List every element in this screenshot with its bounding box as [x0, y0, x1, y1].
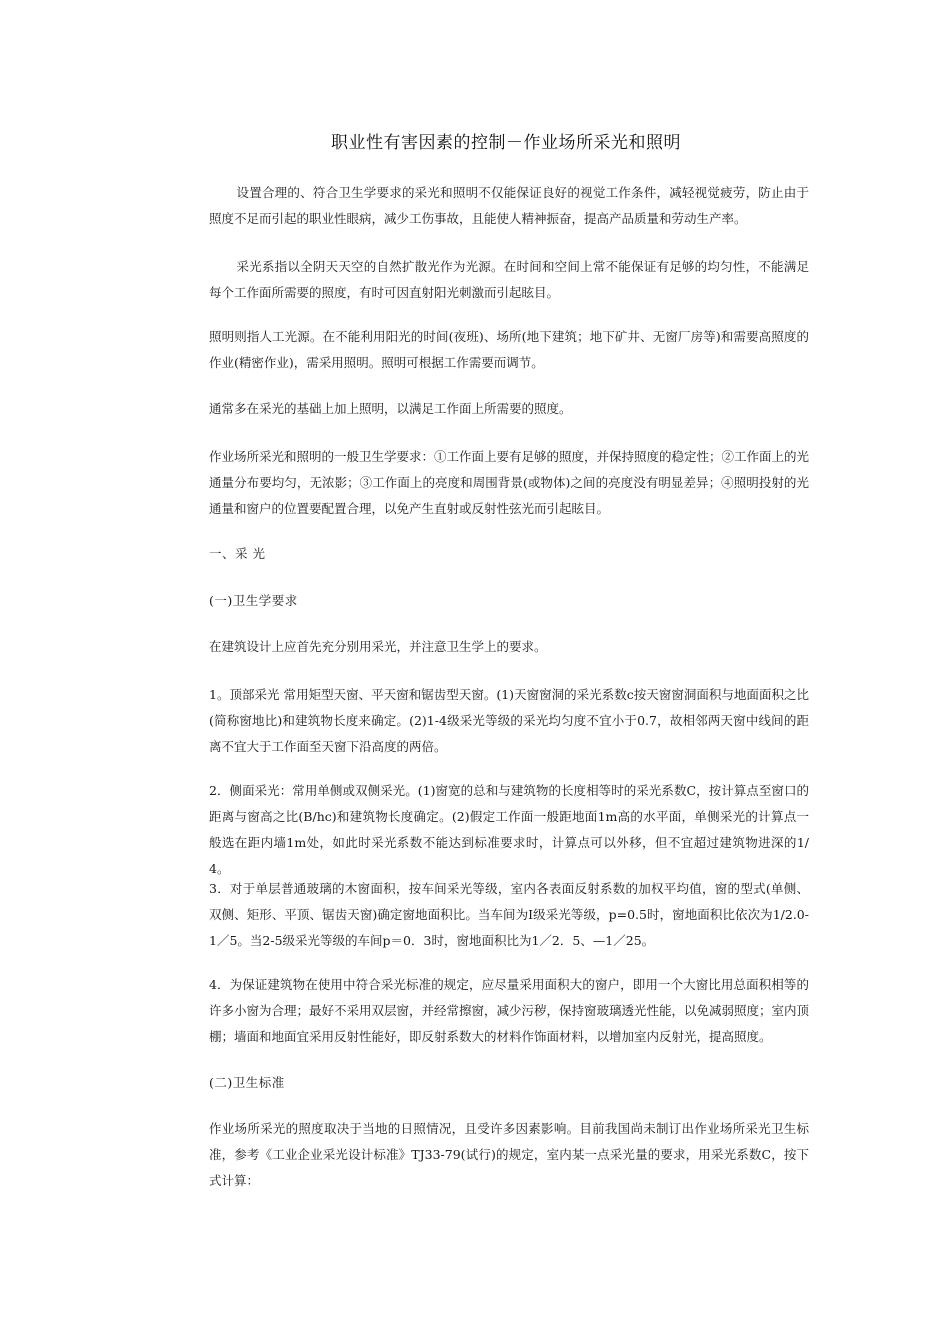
- paragraph-building-design: 在建筑设计上应首先充分别用采光，并注意卫生学上的要求。: [209, 639, 547, 654]
- paragraph-lighting-definition: 照明则指人工光源。在不能利用阳光的时间(夜班)、场所(地下建筑；地下矿井、无窗厂房等)和需要高照度的作业(精密作业)，需采用照明。照明可根据工作需要而调节。: [209, 329, 809, 370]
- paragraph-intro: 设置合理的、符合卫生学要求的采光和照明不仅能保证良好的视觉工作条件，减轻视觉疲劳，防止由于照度不足而引起的职业性眼病，减少工伤事故，且能使人精神振奋，提高产品质量和劳动生产率。: [209, 185, 809, 226]
- paragraph-top-lighting: 1。顶部采光 常用矩型天窗、平天窗和锯齿型天窗。(1)天窗窗洞的采光系数c按天窗窗洞面积与地面面积之比(简称窗地比)和建筑物长度来确定。(2)1-4级采光等级的采光均匀度不宜小于0.7，故相邻两天窗中线间的距离不宜大于工作面至天窗下沿高度的两倍。: [209, 687, 809, 754]
- paragraph-window-area-ratio: 3．对于单层普通玻璃的木窗面积，按车间采光等级，室内各表面反射系数的加权平均值，窗的型式(单侧、双侧、矩形、平顶、锯齿天窗)确定窗地面积比。当车间为Ⅰ级采光等级，p=0.5时，窗地面积比依次为1/2.0-1／5。当2-5级采光等级的车间p＝0．3时，窗地面积比为1／2．5、—1／25。: [209, 881, 809, 948]
- paragraph-side-lighting: 2．侧面采光：常用单侧或双侧采光。(1)窗宽的总和与建筑物的长度相等时的采光系数C，按计算点至窗口的距离与窗高之比(B/hc)和建筑物长度确定。(2)假定工作面一般距地面1m高的水平面，单侧采光的计算点一般选在距内墙1m处，如此时采光系数不能达到标准要求时，计算点可以外移，但不宜超过建筑物进深的1/4。: [209, 783, 809, 876]
- paragraph-standard-calculation: 作业场所采光的照度取决于当地的日照情况，且受许多因素影响。目前我国尚未制订出作业场所采光卫生标准，参考《工业企业采光设计标准》TJ33-79(试行)的规定，室内某一点采光量的要求，用采光系数C，按下式计算：: [209, 1121, 809, 1188]
- paragraph-combined: 通常多在采光的基础上加上照明，以满足工作面上所需要的照度。: [209, 401, 572, 416]
- paragraph-daylighting-definition: 采光系指以全阴天天空的自然扩散光作为光源。在时间和空间上常不能保证有足够的均匀性，不能满足每个工作面所需要的照度，有时可因直射阳光刺激而引起眩目。: [209, 259, 809, 300]
- paragraph-window-recommendations: 4．为保证建筑物在使用中符合采光标准的规定，应尽量采用面积大的窗户，即用一个大窗比用总面积相等的许多小窗为合理；最好不采用双层窗，并经常擦窗，减少污秽，保持窗玻璃透光性能，以免减弱照度；室内顶棚；墙面和地面宜采用反射性能好，即反射系数大的材料作饰面材料，以增加室内反射光，提高照度。: [209, 977, 810, 1044]
- document-title: 职业性有害因素的控制－作业场所采光和照明: [331, 133, 681, 153]
- section-heading-daylighting: 一、采 光: [209, 546, 266, 561]
- subsection-heading-hygiene-requirements: (一)卫生学要求: [209, 593, 298, 608]
- paragraph-general-requirements: 作业场所采光和照明的一般卫生学要求：①工作面上要有足够的照度，并保持照度的稳定性；②工作面上的光通量分布要均匀，无浓影；③工作面上的亮度和周围背景(或物体)之间的亮度没有明显差异；④照明投射的光通量和窗户的位置要配置合理，以免产生直射或反射性弦光而引起眩目。: [209, 449, 810, 516]
- subsection-heading-hygiene-standard: (二)卫生标准: [209, 1075, 285, 1090]
